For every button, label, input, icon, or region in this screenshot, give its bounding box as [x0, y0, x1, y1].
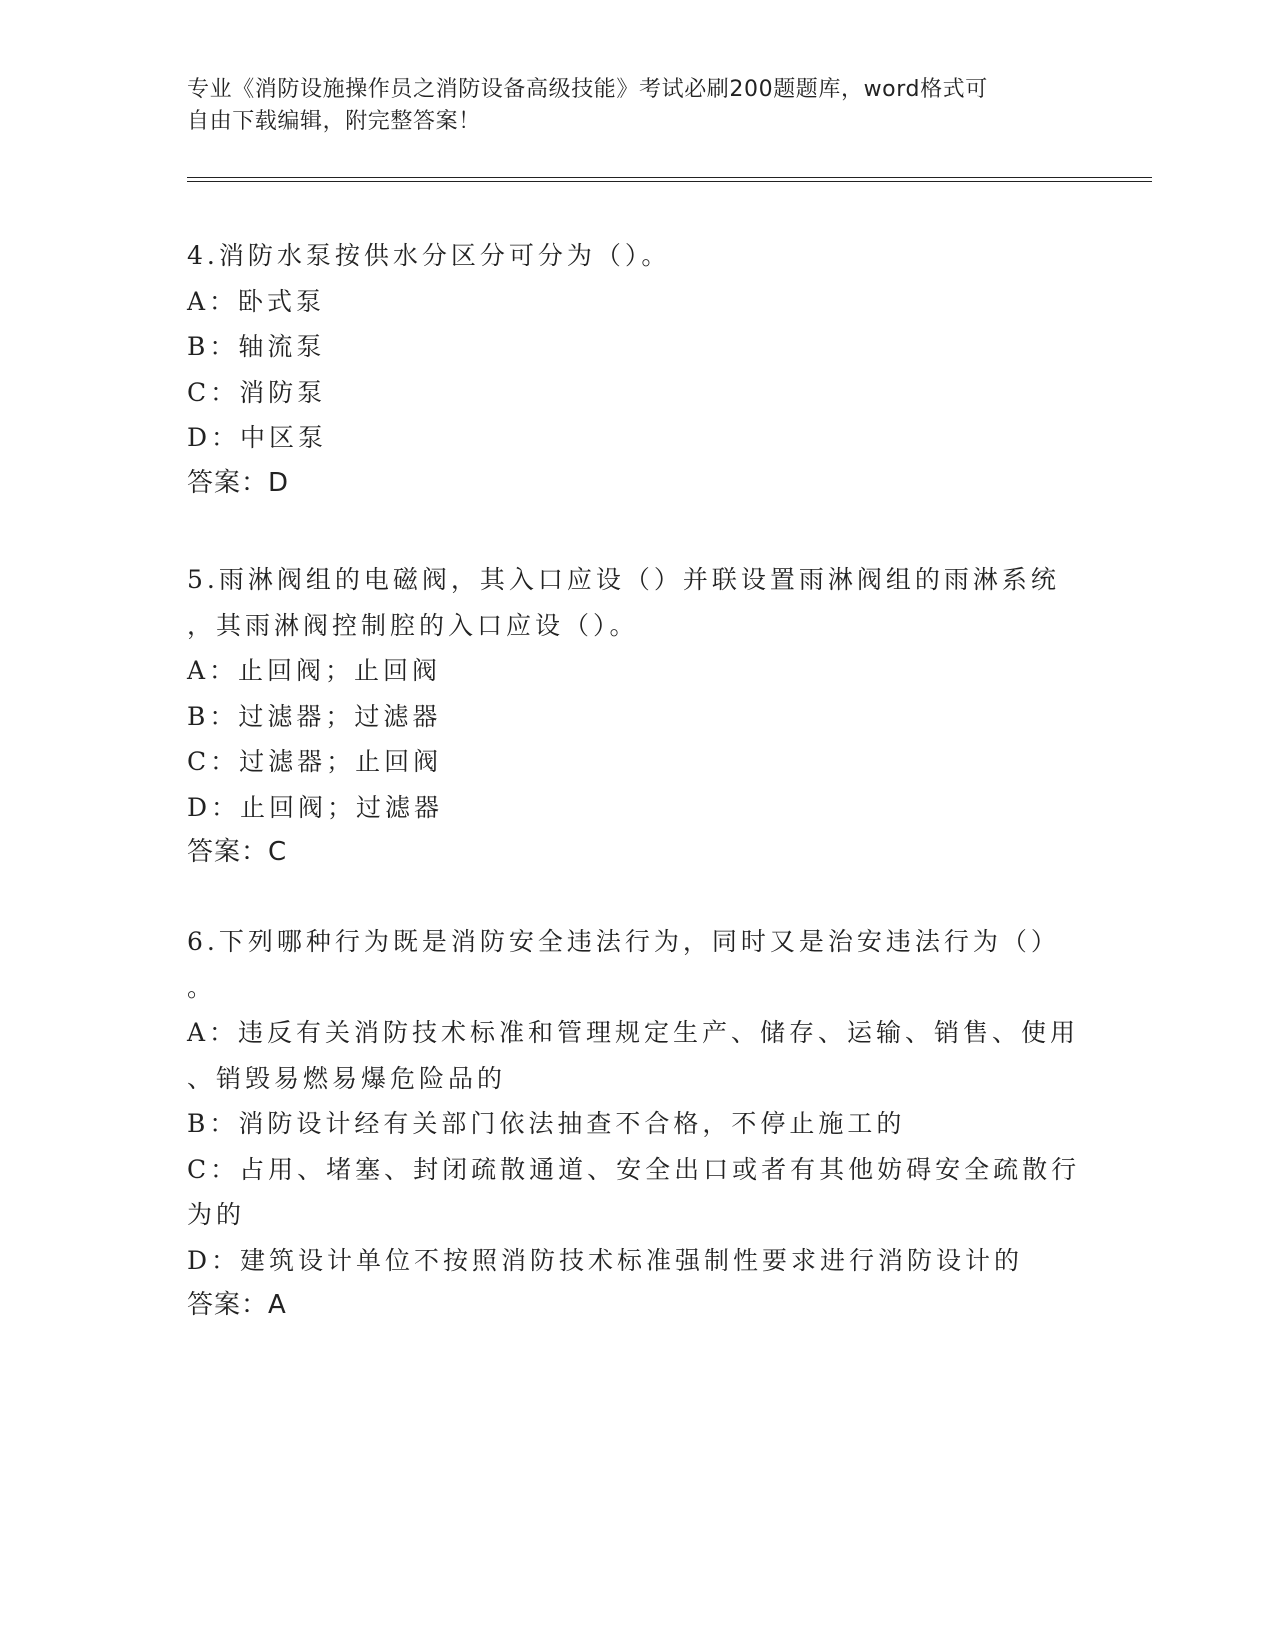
- option-c-continued: 为的: [187, 1200, 246, 1229]
- option-d: D：止回阀；过滤器: [187, 792, 444, 822]
- option-d: D：中区泵: [187, 423, 328, 452]
- question-stem: 5.雨淋阀组的电磁阀，其入口应设（）并联设置雨淋阀组的雨淋系统: [187, 565, 1060, 594]
- option-a: A：违反有关消防技术标准和管理规定生产、储存、运输、销售、使用: [187, 1018, 1080, 1047]
- option-c: C：消防泵: [187, 377, 327, 407]
- question-block: [187, 557, 1087, 876]
- header-divider-bottom: [187, 181, 1152, 182]
- question-stem-continued: 。: [187, 972, 217, 1002]
- header-line: 自由下载编辑，附完整答案！: [187, 109, 481, 134]
- document-header: [187, 74, 1067, 138]
- option-c: C：占用、堵塞、封闭疏散通道、安全出口或者有其他妨碍安全疏散行: [187, 1154, 1081, 1184]
- question-stem: 4.消防水泵按供水分区分可分为（）。: [187, 241, 671, 270]
- answer: 答案：D: [187, 467, 290, 498]
- option-b: B：消防设计经有关部门依法抽查不合格，不停止施工的: [187, 1109, 906, 1138]
- option-c: C：过滤器；止回阀: [187, 747, 443, 776]
- header-divider-top: [187, 177, 1152, 178]
- option-a-continued: 、销毁易燃易爆危险品的: [187, 1063, 507, 1093]
- option-a: A：止回阀；止回阀: [187, 656, 442, 685]
- question-block: [187, 919, 1087, 1329]
- answer: 答案：C: [187, 837, 288, 867]
- option-a: A：卧式泵: [187, 286, 326, 316]
- option-d: D：建筑设计单位不按照消防技术标准强制性要求进行消防设计的: [187, 1245, 1024, 1275]
- question-block: [187, 233, 1087, 506]
- question-stem: 6.下列哪种行为既是消防安全违法行为，同时又是治安违法行为（）: [187, 927, 1060, 956]
- header-line: 专业《消防设施操作员之消防设备高级技能》考试必刷200题题库，word格式可: [187, 77, 988, 102]
- option-b: B：过滤器；过滤器: [187, 701, 442, 731]
- option-b: B：轴流泵: [187, 332, 326, 361]
- question-stem-continued: ，其雨淋阀控制腔的入口应设（）。: [187, 610, 639, 640]
- answer: 答案：A: [187, 1290, 287, 1320]
